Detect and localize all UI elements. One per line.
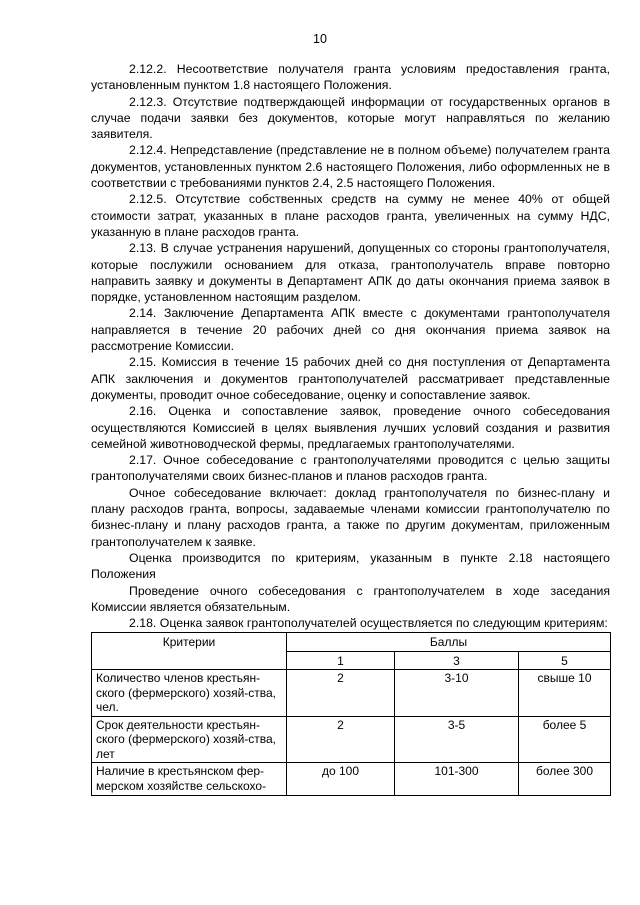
paragraph-2-14: 2.14. Заключение Департамента АПК вместе с документами грантополучателя направляется в течение 20 рабочих дней со дня окончания приема заявок на рассмотрение Комиссии. [91,306,610,354]
criterion-value: 2 [287,670,395,717]
header-point-level: 3 [395,651,519,670]
criterion-value: более 300 [519,763,611,796]
table-row [92,763,611,796]
paragraph-interview-mandatory: Проведение очного собеседования с грантополучателем в ходе заседания Комиссии является обязательным. [91,583,610,614]
criterion-value: более 5 [519,716,611,763]
criterion-value: 101-300 [395,763,519,796]
criteria-table [91,632,611,796]
paragraph-2-18: 2.18. Оценка заявок грантополучателей осуществляется по следующим критериям: [129,616,608,631]
paragraph-2-12-2: 2.12.2. Несоответствие получателя гранта условиям предоставления гранта, установленным пунктом 1.8 настоящего Положения. [91,62,610,93]
table-header-row [92,633,611,652]
paragraph-2-12-5: 2.12.5. Отсутствие собственных средств на сумму не менее 40% от общей стоимости затрат, указанных в плане расходов гранта, увеличенных на сумму НДС, указанную в плане расходов гранта. [91,192,610,239]
paragraph-interview-contents: Очное собеседование включает: доклад грантополучателя по бизнес-плану и плану расходов гранта, вопросы, задаваемые членами комиссии грантополучателю по бизнес-плану и плану расходов гранта, а также по другим документам, приложенным грантополучателем к заявке. [91,485,610,549]
paragraph-2-15: 2.15. Комиссия в течение 15 рабочих дней со дня поступления от Департамента АПК заключения и документов грантополучателей рассматривает представленные документы, проводит очное собеседование, оценку и сопоставление заявок. [91,355,610,402]
criterion-value: 3-5 [395,716,519,763]
document-body [91,61,610,796]
paragraph-evaluation-criteria-ref: Оценка производится по критериям, указанным в пункте 2.18 настоящего Положения [91,550,610,582]
paragraph-2-12-4: 2.12.4. Непредставление (представление не в полном объеме) получателем гранта документов, установленных пунктом 2.6 настоящего Положения, либо оформленных не в соответствии с требованиями пунктов 2.4, 2.5 настоящего Положения. [91,143,610,191]
table-row [92,716,611,763]
header-points: Баллы [287,633,611,652]
paragraph-2-16: 2.16. Оценка и сопоставление заявок, проведение очного собеседования осуществляются Комиссией в целях выявления лучших условий создания и развития семейной животноводческой фермы, предлагаемых грантополучателями. [91,404,610,451]
criterion-value: 3-10 [395,670,519,717]
criterion-name: Срок деятельности крестьян-ского (фермерского) хозяй-ства, лет [92,716,287,763]
criterion-name: Количество членов крестьян-ского (фермерского) хозяй-ства, чел. [92,670,287,717]
paragraph-2-17: 2.17. Очное собеседование с грантополучателями проводится с целью защиты грантополучателями своих бизнес-планов и планов расходов гранта. [91,453,610,484]
page-number: 10 [313,32,327,46]
header-point-level: 1 [287,651,395,670]
paragraph-2-12-3: 2.12.3. Отсутствие подтверждающей информации от государственных органов в случае подачи заявки без документов, которые могут направляться по желанию заявителя. [91,94,610,142]
header-point-level: 5 [519,651,611,670]
table-row [92,670,611,717]
criterion-name: Наличие в крестьянском фер-мерском хозяйстве сельскохо- [92,763,287,796]
paragraph-2-13: 2.13. В случае устранения нарушений, допущенных со стороны грантополучателя, которые послужили основанием для отказа, грантополучатель вправе повторно направить заявку и документы в Департамент АПК до даты окончания приема заявок в порядке, установленном настоящим разделом. [91,241,610,305]
criterion-value: 2 [287,716,395,763]
header-criteria: Критерии [92,633,287,670]
criterion-value: свыше 10 [519,670,611,717]
criterion-value: до 100 [287,763,395,796]
